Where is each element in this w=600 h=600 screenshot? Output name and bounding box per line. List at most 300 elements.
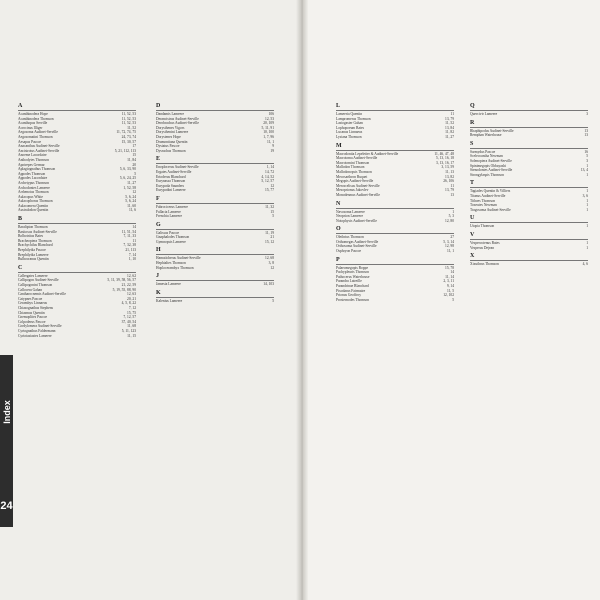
index-entry — [156, 282, 274, 287]
heading-rule — [470, 260, 588, 261]
index-entry-pages: 5, 21, 112, 113 — [114, 148, 136, 153]
index-entry-name: Dandamis Lameere — [156, 112, 185, 116]
index-letter-heading: E — [156, 156, 161, 163]
index-entry-pages: 5, 6, 24 — [125, 199, 136, 204]
heading-rule — [18, 223, 136, 224]
index-entry-pages: 1 — [452, 209, 454, 214]
heading-rule — [336, 264, 454, 265]
index-entry-pages: 5, 19, 55, 88, 90 — [112, 287, 136, 292]
heading-rule — [336, 150, 454, 151]
index-letter-heading: S — [470, 140, 474, 147]
index-entry-pages: 11, 32 — [265, 204, 274, 209]
index-entry-pages: 5, 6, 24 — [125, 194, 136, 199]
index-entry-name: Anthodytes Thomson — [18, 157, 49, 162]
index-entry-pages: 13, 84 — [445, 125, 454, 130]
index-entry — [470, 133, 588, 138]
index-entry-name: Chiasognathus Stephens — [18, 305, 54, 310]
index-letter-heading: V — [470, 231, 475, 238]
index-entry-pages: 14 — [132, 225, 136, 230]
index-entry-pages: 5, 11, 39, 58, 56, 57 — [107, 278, 136, 283]
index-entry-pages: 5, 6, 24, 25 — [119, 176, 136, 181]
index-entry-name: Apotrepes Germar — [18, 162, 45, 167]
index-entry-name: Osphryon Pascoe — [336, 249, 362, 254]
index-entry-pages: 10, 100 — [263, 130, 274, 135]
index-entry-pages: 21, 113 — [125, 248, 136, 253]
index-entry-pages: 11, 68 — [127, 324, 136, 329]
index-entry — [156, 266, 274, 271]
index-entry-name: Callocera Gahan — [18, 287, 43, 292]
heading-rule — [156, 280, 274, 281]
index-entry-pages: 13, 79 — [445, 188, 454, 193]
index-entry-name: Prosternodes Thomson — [336, 297, 369, 302]
index-entry-pages: 1 — [586, 198, 588, 203]
index-entry-name: Rhaphipodus Audinet-Serville — [470, 128, 514, 133]
index-entry-name: Aesapus Pascoe — [18, 139, 42, 144]
index-entry — [156, 149, 274, 154]
index-entry-pages: 7, 32, 38 — [123, 243, 136, 248]
index-entry-pages: 15, 78 — [445, 265, 454, 270]
index-entry-pages: 11, 52, 53 — [121, 121, 136, 126]
index-entry-pages: 14, 72 — [265, 169, 274, 174]
index-entry-pages: 5 — [452, 297, 454, 302]
index-entry-name: Enoplocerus Audinet-Serville — [156, 165, 199, 170]
index-entry-name: Aulacophorus Thomson — [18, 199, 53, 204]
index-entry-pages: 11, 51, 54 — [121, 229, 136, 234]
index-tab — [0, 355, 13, 527]
index-entry-name: Aplagiognathus Thomson — [18, 167, 56, 172]
index-entry-name: Remphan Waterhouse — [470, 133, 502, 138]
index-entry-pages: 9, 14 — [446, 284, 454, 289]
heading-rule — [336, 110, 454, 111]
heading-rule — [470, 148, 588, 149]
heading-rule — [18, 110, 136, 111]
index-entry-name: Acrocinus Illiger — [18, 125, 43, 130]
index-letter-heading: L — [336, 103, 341, 109]
index-entry-name: Kalenius Lameere — [156, 298, 183, 303]
index-entry-name: Stenodontes Audinet-Serville — [470, 168, 513, 173]
index-entry-pages: 11 — [450, 183, 454, 188]
index-column-1 — [18, 100, 136, 338]
index-entry-name: Bracheoptera Thomson — [18, 238, 52, 243]
index-entry-name: Acanthinodera Hope — [18, 112, 48, 116]
index-entry-name: Frenchia Lameere — [156, 214, 183, 219]
index-entry-name: Orthomegas Audinet-Serville — [336, 239, 379, 244]
index-entry-name: Xixuthrus Thomson — [470, 262, 499, 267]
index-entry-name: Navosoma Lameere — [336, 209, 365, 214]
index-entry-pages: 12, 80 — [445, 218, 454, 223]
index-entry-name: Eurypoda Saunders — [156, 183, 185, 188]
index-entry-pages: 15, 75 — [127, 310, 136, 315]
index-entry-name: Dorysthenes Vigors — [156, 125, 185, 130]
index-entry-name: Cyrtognathus Faldermann — [18, 328, 56, 333]
index-entry-name: Pachypleuris Thomson — [336, 270, 369, 275]
index-entry — [470, 262, 588, 267]
index-entry-name: Gnaphalodes Thomson — [156, 235, 190, 240]
index-entry-name: Pixodarus Fairmaire — [336, 288, 366, 293]
index-entry-name: Galissus Pascoe — [156, 230, 180, 235]
index-column-3 — [336, 100, 454, 302]
index-entry — [470, 246, 588, 251]
index-entry-name: Archodontes Lameere — [18, 185, 50, 190]
index-entry-pages: 11, 15 — [127, 333, 136, 338]
index-entry-pages: 11, 84 — [127, 157, 136, 162]
index-entry-pages: 1, 10 — [128, 257, 136, 262]
index-entry-name: Cyriotasiastes Lameere — [18, 333, 52, 338]
index-entry-pages: 1 — [586, 224, 588, 229]
index-entry-pages: 13, 79 — [445, 116, 454, 121]
index-entry-name: Strongylaspis Thomson — [470, 172, 504, 177]
heading-rule — [470, 222, 588, 223]
index-entry-name: Solenoptera Audinet-Serville — [470, 158, 512, 163]
index-letter-heading: R — [470, 119, 475, 126]
index-entry-name: Prionus Geoffroy — [336, 293, 361, 298]
index-entry-name: Notophysis Audinet-Serville — [336, 218, 378, 223]
index-entry-name: Vesperoctenus Bates — [470, 240, 500, 245]
index-entry-name: Spinimegopis Ohbayashi — [470, 163, 507, 168]
index-entry-name: Palaeomegopis Boppe — [336, 265, 369, 270]
index-entry-pages: 15, 12 — [265, 239, 274, 244]
index-entry-pages: 1 — [586, 240, 588, 245]
index-entry-name: Basitoxus Audinet-Serville — [18, 229, 57, 234]
index-entry-pages: 1 — [586, 207, 588, 212]
index-entry-pages: 5 — [134, 171, 136, 176]
index-letter-heading: O — [336, 226, 341, 233]
index-entry-pages: 2, 3, 11 — [443, 279, 454, 284]
index-entry-name: Derancistrus Audinet-Serville — [156, 116, 199, 121]
index-entry-name: Sceleocantha Newman — [470, 154, 503, 159]
index-entry-pages: 5 — [272, 214, 274, 219]
index-entry-name: Australodon Quentin — [18, 208, 49, 213]
index-entry-name: Brephilydia Pascoe — [18, 248, 46, 253]
index-entry-name: Eurynassa Thomson — [156, 179, 186, 184]
index-letter-heading: H — [156, 247, 161, 254]
index-entry-pages: 3, 13, 16, 17 — [436, 160, 454, 165]
index-entry-pages: 11, 60 — [127, 203, 136, 208]
index-entry-pages: 11, 1 — [266, 139, 274, 144]
index-entry-pages: 21 — [270, 235, 274, 240]
index-entry-pages: 11, 82 — [445, 130, 454, 135]
index-letter-heading: A — [18, 103, 23, 109]
index-entry-name: Dysrachus Thomson — [156, 148, 186, 153]
index-entry-pages: 17 — [132, 144, 136, 149]
index-entry — [156, 299, 274, 304]
index-entry-pages: 11, 27 — [127, 180, 136, 185]
index-entry-name: Drumontiana Quentin — [156, 139, 188, 144]
index-entry-pages: 5 — [586, 154, 588, 159]
index-entry-pages: 13, 4 — [580, 168, 588, 173]
index-entry-pages: 5, 12, 57 — [261, 179, 274, 184]
index-letter-heading: C — [18, 264, 23, 271]
index-entry-name: Callipogon Audinet-Serville — [18, 278, 59, 283]
index-entry-pages: 11, 52 — [127, 125, 136, 130]
index-entry-pages: 5, 11, 123 — [121, 328, 136, 333]
index-column-2 — [156, 100, 274, 303]
index-entry-pages: 11, 19 — [265, 230, 274, 235]
index-entry-name: Chiasmus Quentin — [18, 310, 45, 315]
index-entry-pages: 13 — [584, 128, 588, 133]
index-letter-heading: M — [336, 142, 342, 149]
index-entry-pages: 11, 6 — [128, 208, 136, 213]
index-entry-pages: 1 — [586, 203, 588, 208]
index-entry — [336, 249, 454, 254]
heading-rule — [156, 254, 274, 255]
index-entry-pages: 24, 73, 74 — [121, 134, 136, 139]
index-entry-name: Anacanthus Audinet-Serville — [18, 144, 60, 149]
index-entry-name: Hoplocerambyx Thomson — [156, 265, 194, 270]
index-entry-pages: 13 — [584, 133, 588, 138]
index-entry-pages: 11, 14 — [445, 274, 454, 279]
index-entry — [18, 334, 136, 339]
heading-rule — [336, 233, 454, 234]
index-entry-pages: 13, 82 — [445, 174, 454, 179]
index-entry-name: Macrotoma Audinet-Serville — [336, 156, 378, 161]
index-entry-name: Cordylomera Audinet-Serville — [18, 324, 62, 329]
index-entry-pages: 14, 103 — [263, 282, 274, 287]
index-entry-pages: 4, 6 — [582, 262, 588, 267]
index-entry-name: Derobrachus Audinet-Serville — [156, 121, 200, 126]
index-entry-name: Archetypus Thomson — [18, 180, 49, 185]
index-entry-pages: 12 — [132, 190, 136, 195]
heading-rule — [470, 187, 588, 188]
index-entry — [470, 173, 588, 178]
index-entry-name: Acanthinodera Thomson — [18, 116, 54, 121]
index-letter-heading: D — [156, 103, 161, 109]
index-entry-name: Olethrius Thomson — [336, 235, 364, 240]
index-entry-pages: 11, 46, 47, 48 — [434, 151, 454, 156]
index-entry-name: Toxeutes Newman — [470, 203, 497, 208]
index-entry-pages: 7, 11, 33 — [123, 234, 136, 239]
index-letter-heading: F — [156, 195, 160, 202]
heading-rule — [156, 297, 274, 298]
index-entry-pages: 27 — [450, 235, 454, 240]
index-entry-pages: 12 — [270, 183, 274, 188]
index-entry-name: Appodes Thomson — [18, 171, 46, 176]
index-entry-pages: 12, 98 — [445, 244, 454, 249]
index-tab-label: Index — [2, 400, 12, 424]
heading-rule — [470, 127, 588, 128]
index-entry-pages: 5, 3, 14 — [443, 239, 454, 244]
index-entry-name: Ergates Audinet-Serville — [156, 169, 192, 174]
heading-rule — [156, 110, 274, 111]
index-entry-name: Parandra Latreille — [336, 279, 362, 284]
index-entry-name: Ancistrotus Audinet-Serville — [18, 148, 60, 153]
index-entry-name: Quercivir Lameere — [470, 112, 498, 116]
index-entry-pages: 12, 53 — [265, 116, 274, 121]
index-letter-heading: P — [336, 256, 340, 263]
index-entry-pages: 16 — [584, 149, 588, 154]
index-entry-pages: 1, 7, 96 — [263, 134, 274, 139]
index-entry-pages: 15, 30, 57 — [121, 139, 136, 144]
index-entry-pages: 5, 6, 33, 90 — [119, 167, 136, 172]
index-entry — [156, 214, 274, 219]
index-entry-name: Acanthopus Serville — [18, 121, 48, 126]
index-entry-pages: 15 — [132, 153, 136, 158]
index-entry-pages: 9 — [272, 144, 274, 149]
index-entry-pages: 12, 68 — [265, 256, 274, 261]
index-entry-name: Macrotomini Thomson — [336, 160, 370, 165]
index-entry-pages: 11, 52 — [445, 121, 454, 126]
index-entry-name: Eurypodini Lameere — [156, 188, 186, 193]
index-entry-pages: 5, 13, 16, 18 — [436, 156, 454, 161]
index-entry-pages: 12, 62 — [127, 273, 136, 278]
heading-rule — [156, 203, 274, 204]
index-entry-name: Mallodon Thomson — [336, 165, 365, 170]
index-entry-name: Hephialtes Thomson — [156, 261, 186, 266]
index-entry-name: Mecosarthron Buquet — [336, 174, 368, 179]
index-entry-pages: 14 — [450, 270, 454, 275]
index-entry-pages: 7, 12 — [128, 305, 136, 310]
index-entry-pages: 21, 22, 59 — [121, 283, 136, 287]
index-entry-name: Cnemoplites Pascoe — [18, 315, 48, 320]
index-entry-name: Mesoprionus Jakovlev — [336, 188, 369, 193]
index-entry-name: Sarmydus Pascoe — [470, 149, 496, 154]
heading-rule — [156, 229, 274, 230]
index-entry-pages: 11, 72, 74, 75 — [116, 130, 136, 135]
index-entry-name: Lysiana Thomson — [336, 134, 362, 139]
index-entry-name: Bolbotritus Bates — [18, 234, 44, 239]
index-entry-name: Colpoderus Pascoe — [18, 319, 46, 324]
index-entry-name: Monodesmus Audinet-Serville — [336, 192, 381, 197]
index-entry-name: Mallodonopsis Thomson — [336, 169, 372, 174]
index-entry-pages: 7, 14 — [128, 252, 136, 257]
index-entry-name: Gymnopsis Lameere — [156, 239, 186, 244]
index-letter-heading: N — [336, 200, 341, 207]
index-entry-pages: 11 — [450, 112, 454, 116]
index-letter-heading: U — [470, 215, 475, 222]
index-entry-name: Neoprion Lameere — [336, 214, 364, 219]
index-entry — [156, 188, 274, 193]
index-entry-name: Jamesia Lameere — [156, 282, 181, 287]
index-entry-name: Callergates Lameere — [18, 273, 48, 278]
index-entry-pages: 5, 11, 91 — [261, 125, 274, 130]
index-entry-name: Macrodontia Lepeletier & Audinet-Serville — [336, 151, 399, 156]
index-entry — [18, 208, 136, 213]
index-entry — [470, 208, 588, 213]
index-entry-name: Titanus Audinet-Serville — [470, 193, 506, 198]
index-entry-name: Dorysthenini Lameere — [156, 130, 189, 135]
index-entry-name: Brachychilus Blanchard — [18, 243, 53, 248]
index-entry — [336, 298, 454, 303]
index-entry-name: Callipogonini Thomson — [18, 283, 53, 287]
index-entry-pages: 11, 52, 53 — [121, 116, 136, 121]
index-entry-pages: 1 — [586, 163, 588, 168]
page-number: 24 — [0, 500, 13, 512]
index-entry-name: Baralipton Thomson — [18, 225, 48, 230]
index-entry-name: Lasiogaster Gahan — [336, 121, 363, 126]
index-entry — [156, 240, 274, 245]
index-entry-name: Cerambyx Linnaeus — [18, 301, 48, 306]
index-entry-pages: 4, 5, 8, 22 — [121, 301, 136, 306]
index-entry-pages: 1 — [586, 172, 588, 177]
index-entry-pages: 26, 106 — [443, 179, 454, 184]
index-entry — [336, 135, 454, 140]
index-entry-pages: 1, 52, 58 — [123, 185, 136, 190]
index-entry-name: Vesperus Dejean — [470, 245, 495, 250]
index-entry-pages: 11, 5 — [446, 288, 454, 293]
index-entry-name: Hamaticherus Audinet-Serville — [156, 256, 201, 261]
index-entry — [336, 193, 454, 198]
index-entry-name: Lophopoeum Bates — [336, 125, 365, 130]
index-entry-pages: 11, 13 — [445, 169, 454, 174]
index-entry-name: Megopis Audinet-Serville — [336, 179, 374, 184]
index-entry-name: Fabrocicerus Lameere — [156, 204, 189, 209]
index-entry-pages: 7, 12, 57 — [123, 315, 136, 320]
index-entry-pages: 4, 14, 52 — [261, 174, 274, 179]
index-entry-pages: 15, 77 — [265, 188, 274, 193]
heading-rule — [18, 272, 136, 273]
index-entry-name: Aegosoma Audinet-Serville — [18, 130, 59, 135]
index-entry-name: Dorystenes Hope — [156, 134, 181, 139]
index-letter-heading: B — [18, 216, 23, 223]
index-entry-name: Cantharocnemis Audinet-Serville — [18, 292, 67, 297]
index-entry-pages: 1 — [586, 189, 588, 194]
index-entry — [18, 257, 136, 262]
index-entry-name: Anoeme Lacordaire — [18, 153, 47, 158]
index-entry-pages: 13 — [450, 192, 454, 197]
index-entry-pages: 11, 1 — [446, 249, 454, 254]
index-entry-name: Arrhenotus Thomson — [18, 190, 49, 195]
index-letter-heading: J — [156, 273, 159, 280]
index-entry-pages: 12, 102 — [443, 293, 454, 298]
index-entry-pages: 3 — [586, 112, 588, 116]
index-column-4 — [470, 100, 588, 267]
index-entry-pages: 5, 3 — [448, 214, 454, 219]
index-entry-name: Erioderus Blanchard — [156, 174, 186, 179]
index-letter-heading: G — [156, 221, 161, 228]
index-entry-name: Tragosoma Audinet-Serville — [470, 207, 511, 212]
index-entry-name: Aulacopus White — [18, 194, 43, 199]
index-entry-pages: 11, 52, 53 — [121, 112, 136, 116]
index-entry — [470, 112, 588, 117]
index-entry-name: Bulbocranus Quentin — [18, 257, 49, 262]
index-entry-pages: 12, 63 — [127, 292, 136, 297]
index-entry-pages: 20, 109 — [263, 121, 274, 126]
index-entry-name: Tithoes Thomson — [470, 198, 496, 203]
index-entry-pages: 19 — [270, 148, 274, 153]
index-entry-name: Fallacia Lameere — [156, 209, 181, 214]
index-entry-pages: 20, 21 — [127, 296, 136, 301]
index-entry-pages: 3, 13, 59 — [441, 165, 454, 170]
index-entry-name: Brephilydia Lameere — [18, 252, 49, 257]
index-entry-name: Lameeria Quentin — [336, 112, 363, 116]
index-entry-pages: 11 — [132, 238, 136, 243]
index-entry-name: Aegosomatini Thomson — [18, 134, 53, 139]
index-entry-name: Dysiatus Pascoe — [156, 144, 180, 149]
index-entry-pages: 5 — [272, 298, 274, 303]
index-entry-pages: 12 — [270, 265, 274, 270]
heading-rule — [470, 239, 588, 240]
index-entry-name: Lampromerus Thomson — [336, 116, 371, 121]
index-entry-name: Utopia Thomson — [470, 224, 495, 229]
index-entry-pages: 11, 27 — [445, 134, 454, 139]
index-entry-pages: 20 — [132, 162, 136, 167]
index-letter-heading: T — [470, 180, 475, 187]
index-entry-pages: 3, 6 — [582, 193, 588, 198]
index-entry-pages: 15 — [270, 209, 274, 214]
index-entry-name: Tagiades Quentin & Villiers — [470, 189, 511, 194]
index-entry-name: Catypnes Pascoe — [18, 296, 43, 301]
index-letter-heading: X — [470, 253, 475, 260]
index-entry-pages: 37, 40, 54 — [121, 319, 136, 324]
index-entry-name: Pathocerus Waterhouse — [336, 274, 370, 279]
index-entry-name: Parandrinae Blanchard — [336, 284, 369, 289]
index-entry — [470, 224, 588, 229]
index-letter-heading: Q — [470, 103, 475, 109]
index-entry-name: Meroscelisus Audinet-Serville — [336, 183, 380, 188]
book-gutter — [296, 0, 308, 600]
index-entry-pages: 1 — [586, 245, 588, 250]
index-entry-name: Orthosoma Audinet-Serville — [336, 244, 377, 249]
